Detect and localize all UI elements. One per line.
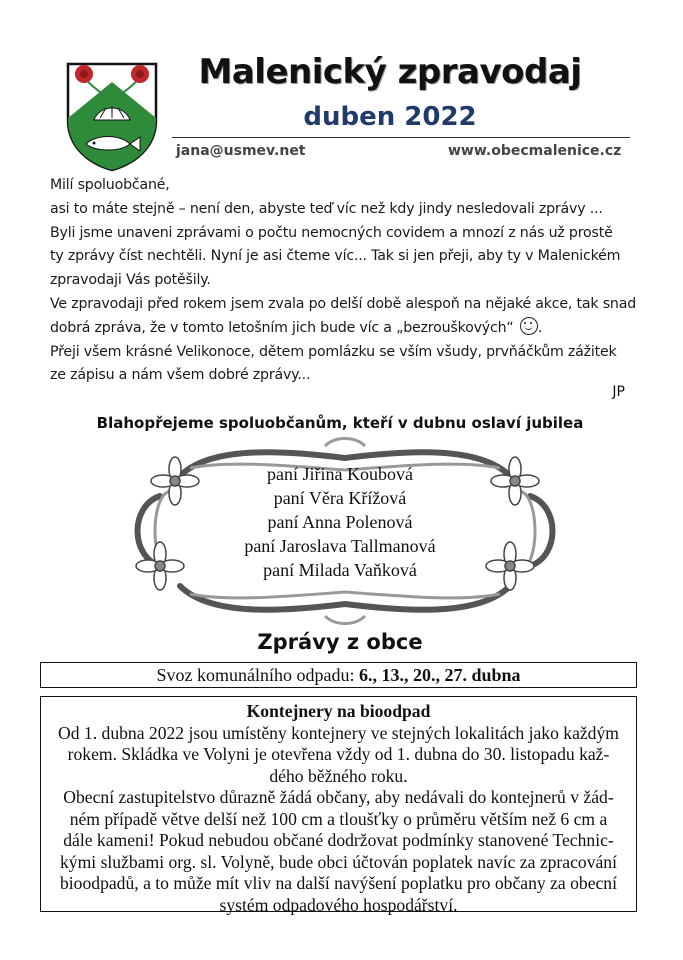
bio-waste-line: kými službami org. sl. Volyně, bude obci účtován poplatek navíc za zpracování bbox=[60, 851, 617, 872]
village-coat-of-arms bbox=[64, 60, 160, 172]
waste-collection-box bbox=[40, 662, 637, 688]
editorial-letter bbox=[50, 174, 635, 388]
bio-waste-line: Obecní zastupitelstvo důrazně žádá občany, aby nedávali do kontejnerů v žád- bbox=[63, 787, 614, 807]
bio-waste-line: dého běžného roku. bbox=[269, 765, 408, 786]
bio-waste-line: Od 1. dubna 2022 jsou umístěny kontejnery ve stejných lokalitách jako každým bbox=[58, 722, 619, 743]
smiley-icon bbox=[520, 317, 538, 335]
letter-line: Ve zpravodaji před rokem jsem zvala po delší době alespoň na nějaké akce, tak snad bbox=[50, 295, 637, 312]
letter-line: ze zápisu a nám všem dobré zprávy... bbox=[50, 367, 311, 384]
newsletter-title: Malenický zpravodaj bbox=[198, 52, 582, 92]
bio-waste-line: rokem. Skládka ve Volyni je otevřena vždy od 1. dubna do 30. listopadu kaž- bbox=[67, 744, 610, 764]
jubilee-name: paní Milada Vaňková bbox=[263, 560, 417, 580]
bio-waste-title: Kontejnery na bioodpad bbox=[246, 701, 431, 721]
letter-line: Přeji všem krásné Velikonoce, dětem pomlázku se vším všudy, prvňáčkům zážitek bbox=[50, 343, 617, 360]
jubilee-names bbox=[200, 462, 480, 582]
waste-dates: 6., 13., 20., 27. dubna bbox=[358, 665, 521, 685]
letter-line: ty zprávy číst nechtěli. Nyní je asi čteme víc... Tak si jen přeji, aby ty v Malenickém bbox=[50, 248, 621, 265]
news-heading: Zprávy z obce bbox=[257, 630, 423, 654]
bio-waste-line: dále kameni! Pokud nebudou občané dodržovat podmínky stanovené Technic- bbox=[63, 830, 614, 850]
letter-line-with-emoji: dobrá zpráva, že v tomto letošním jich bude víc a „bezrouškových“ . bbox=[50, 317, 635, 341]
jubilee-name: paní Jaroslava Tallmanová bbox=[244, 536, 436, 556]
bio-waste-line: systém odpadového hospodářství. bbox=[219, 894, 458, 915]
issue-date: duben 2022 bbox=[303, 102, 477, 132]
letter-line: zpravodaji Vás potěšily. bbox=[50, 272, 211, 289]
jubilee-name: paní Věra Křížová bbox=[273, 488, 407, 508]
letter-line: asi to máte stejně – není den, abyste teď víc než kdy jindy nesledovali zprávy ... bbox=[50, 200, 603, 217]
jubilee-heading: Blahopřejeme spoluobčanům, kteří v dubnu oslaví jubilea bbox=[96, 414, 584, 432]
bio-waste-line: bioodpadů, a to může mít vliv na další navýšení poplatku pro občany za obecní bbox=[60, 873, 617, 893]
signature: JP bbox=[612, 384, 625, 400]
contact-email[interactable]: jana@usmev.net bbox=[176, 143, 306, 159]
website-link[interactable]: www.obecmalenice.cz bbox=[448, 143, 622, 159]
jubilee-name: paní Anna Polenová bbox=[267, 512, 413, 532]
waste-label: Svoz komunálního odpadu: bbox=[156, 665, 359, 685]
bio-waste-box bbox=[40, 696, 637, 915]
letter-line: Milí spoluobčané, bbox=[50, 177, 170, 193]
letter-line: Byli jsme unaveni zprávami o počtu nemocných covidem a mnozí z nás už prostě bbox=[50, 224, 613, 241]
header-divider bbox=[172, 137, 630, 138]
letter-line: dobrá zpráva, že v tomto letošním jich bude víc a „bezrouškových“ bbox=[50, 319, 514, 336]
jubilee-name: paní Jiřina Koubová bbox=[267, 464, 413, 484]
bio-waste-line: ném případě větve delší než 100 cm a tloušťky o průměru větším než 6 cm a bbox=[69, 808, 608, 829]
